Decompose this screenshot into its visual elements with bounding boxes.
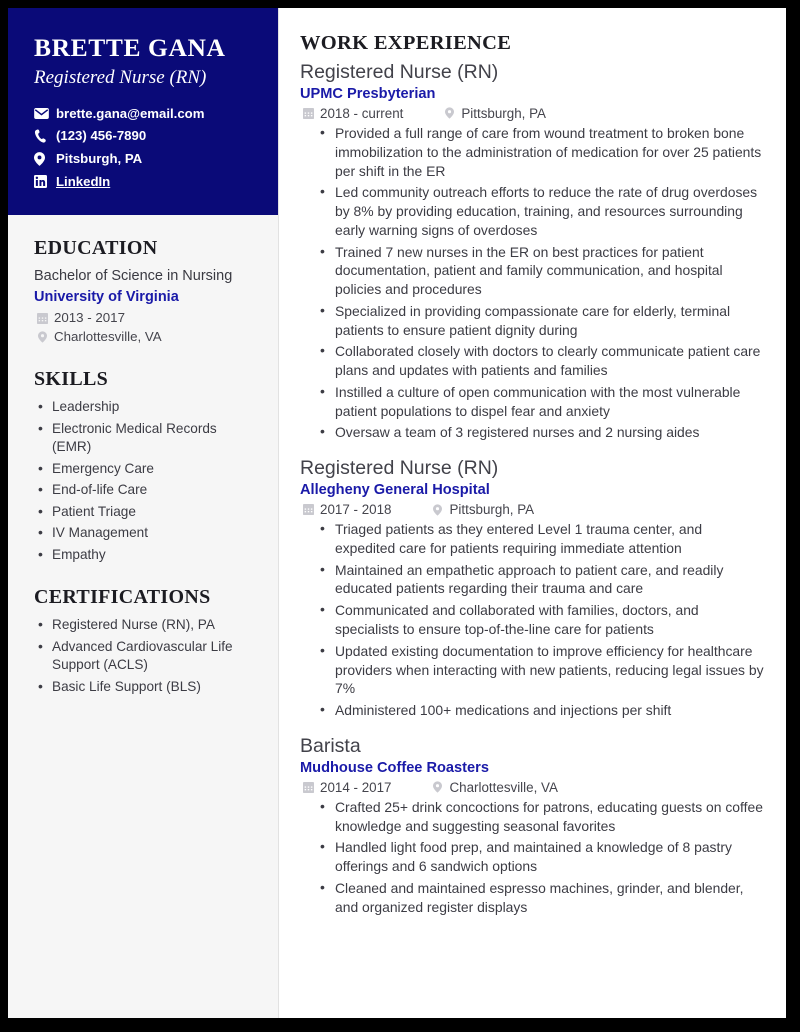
person-name: BRETTE GANA <box>34 33 226 62</box>
contact-location <box>34 152 256 166</box>
job-meta <box>300 502 764 517</box>
location-pin-icon <box>34 152 51 166</box>
list-item: • Advanced Cardiovascular Life Support (ACLS) <box>34 638 256 675</box>
list-item: • Handled light food prep, and maintained a knowledge of 8 pastry offerings and 6 sandwich options <box>320 838 764 876</box>
calendar-icon <box>300 782 316 793</box>
sidebar <box>8 8 279 1018</box>
list-item: • Cleaned and maintained espresso machines, grinder, and blender, and organized register displays <box>320 879 764 917</box>
contact-linkedin-link[interactable]: LinkedIn <box>56 174 111 190</box>
resume-page <box>8 8 786 1018</box>
education-school: University of Virginia <box>34 288 179 305</box>
work-experience-heading: WORK EXPERIENCE <box>300 32 512 54</box>
list-item: • Administered 100+ medications and injections per shift <box>320 701 764 720</box>
list-item: • Electronic Medical Records (EMR) <box>34 420 256 457</box>
skills-section <box>34 368 256 564</box>
education-section <box>34 237 256 346</box>
phone-icon <box>34 129 51 143</box>
email-icon <box>34 108 51 119</box>
list-item: • Emergency Care <box>34 460 256 478</box>
list-item: • Oversaw a team of 3 registered nurses and 2 nursing aides <box>320 423 764 442</box>
calendar-icon <box>300 108 316 119</box>
job-company: Mudhouse Coffee Roasters <box>300 759 489 776</box>
education-dates: 2013 - 2017 <box>54 310 125 326</box>
list-item: • Maintained an empathetic approach to patient care, and readily educated patients regarding their trauma and care <box>320 561 764 599</box>
job-company: UPMC Presbyterian <box>300 86 436 102</box>
contact-location-text: Pitsburgh, PA <box>56 151 143 167</box>
calendar-icon <box>300 504 316 515</box>
resume-header-block <box>8 8 278 215</box>
location-pin-icon <box>429 504 445 516</box>
job-dates: 2017 - 2018 <box>320 502 392 518</box>
certifications-heading: CERTIFICATIONS <box>34 586 211 609</box>
education-dates-row <box>34 309 256 327</box>
education-heading: EDUCATION <box>34 237 158 259</box>
list-item: • Empathy <box>34 546 256 564</box>
location-pin-icon <box>441 107 457 119</box>
list-item: • Provided a full range of care from wound treatment to broken bone immobilization to the administration of medication for over 25 patients per shift in the ER <box>320 124 764 180</box>
job-entry <box>300 457 764 720</box>
job-dates: 2014 - 2017 <box>320 779 392 795</box>
job-bullets <box>300 798 764 917</box>
work-experience-column <box>279 8 786 1018</box>
list-item: • Specialized in providing compassionate care for elderly, terminal patients to ensure patient dignity during <box>320 302 764 340</box>
location-pin-icon <box>429 781 445 793</box>
calendar-icon <box>34 313 50 324</box>
job-entry <box>300 61 764 442</box>
education-degree: Bachelor of Science in Nursing <box>34 268 233 284</box>
job-meta <box>300 780 764 795</box>
list-item: • Registered Nurse (RN), PA <box>34 616 256 634</box>
job-title: Registered Nurse (RN) <box>300 457 499 480</box>
contact-phone-text: (123) 456-7890 <box>56 128 147 144</box>
list-item: • Collaborated closely with doctors to clearly communicate patient care plans and updates with patients and families <box>320 342 764 380</box>
contact-phone <box>34 129 256 143</box>
job-bullets <box>300 124 764 442</box>
list-item: • Led community outreach efforts to reduce the rate of drug overdoses by 8% by providing education, training, and resources surrounding early warning signs of overdoses <box>320 183 764 239</box>
contact-list <box>34 107 256 188</box>
contact-email-text: brette.gana@email.com <box>56 105 205 121</box>
education-location-row <box>34 328 256 346</box>
job-entry <box>300 735 764 917</box>
certifications-section <box>34 586 256 696</box>
job-company: Allegheny General Hospital <box>300 482 490 499</box>
list-item: • End-of-life Care <box>34 481 256 499</box>
job-title: Barista <box>300 734 361 757</box>
linkedin-icon <box>34 175 51 188</box>
job-bullets <box>300 520 764 720</box>
location-pin-icon <box>34 331 50 343</box>
contact-email <box>34 107 256 120</box>
certifications-list <box>34 616 256 696</box>
list-item: • Updated existing documentation to improve efficiency for healthcare providers when interacting with new patients, reducing legal issues by 7% <box>320 642 764 698</box>
list-item: • Leadership <box>34 398 256 416</box>
list-item: • Basic Life Support (BLS) <box>34 678 256 696</box>
sidebar-body <box>8 215 278 718</box>
job-location: Charlottesville, VA <box>449 779 558 795</box>
skills-heading: SKILLS <box>34 368 109 391</box>
job-location: Pittsburgh, PA <box>449 502 535 518</box>
contact-linkedin[interactable] <box>34 175 256 188</box>
job-location: Pittsburgh, PA <box>461 105 546 121</box>
list-item: • IV Management <box>34 524 256 542</box>
list-item: • Communicated and collaborated with families, doctors, and specialists to ensure top-of-the-line care for patients <box>320 601 764 639</box>
skills-list <box>34 398 256 564</box>
job-title: Registered Nurse (RN) <box>300 61 499 83</box>
education-location: Charlottesville, VA <box>54 329 162 345</box>
list-item: • Triaged patients as they entered Level 1 trauma center, and expedited care for patients requiring immediate attention <box>320 520 764 558</box>
list-item: • Crafted 25+ drink concoctions for patrons, educating guests on coffee knowledge and suggesting seasonal favorites <box>320 798 764 836</box>
person-job-title: Registered Nurse (RN) <box>34 67 207 89</box>
job-meta <box>300 106 764 121</box>
job-dates: 2018 - current <box>320 105 404 121</box>
list-item: • Patient Triage <box>34 503 256 521</box>
list-item: • Instilled a culture of open communication with the most vulnerable patient populations to dispel fear and anxiety <box>320 383 764 421</box>
list-item: • Trained 7 new nurses in the ER on best practices for patient documentation, patient and family communication, and hospital policies and procedures <box>320 243 764 299</box>
